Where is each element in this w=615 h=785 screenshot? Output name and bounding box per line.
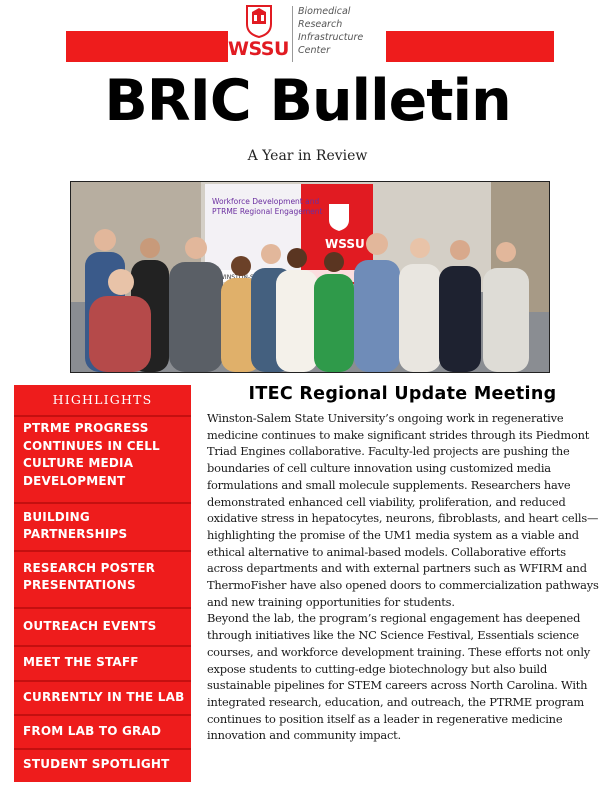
logo-wordmark: WSSU bbox=[228, 38, 289, 60]
logo-line-3: Infrastructure bbox=[298, 32, 364, 43]
sidebar-item-research-posters[interactable]: RESEARCH POSTER PRESENTATIONS bbox=[23, 560, 156, 592]
logo-line-4: Center bbox=[298, 45, 330, 56]
article-title: ITEC Regional Update Meeting bbox=[248, 384, 557, 404]
screen-line-2: PTRME Regional Engagement bbox=[212, 207, 323, 216]
article-body bbox=[207, 410, 600, 744]
logo-divider bbox=[292, 6, 293, 62]
screen-logo-text: WSSU bbox=[325, 237, 365, 251]
sidebar-item-meet-the-staff[interactable]: MEET THE STAFF bbox=[23, 655, 139, 670]
sidebar-item-ptrme-progress[interactable]: PTRME PROGRESS CONTINUES IN CELL CULTURE MEDIA DEVELOPMENT bbox=[23, 421, 160, 488]
header-red-bar-right bbox=[386, 31, 554, 62]
wssu-bric-logo bbox=[226, 2, 386, 64]
article-paragraph: Winston-Salem State University’s ongoing work in regenerative medicine continues to make significant strides through its Piedmont Triad Engines collaborative. Faculty-led projects are pushing the boundaries of cell culture innovation using customized media formulations and small molecule supplements. Researchers have demonstrated enhanced cell viability, proliferation, and reduced oxidative stress in hepatocytes, neurons, fibroblasts, and heart cells—highlighting the promise of the UM1 media system as a viable and ethical alternative to animal-based models. Collaborative efforts across departments and with external partners such as WFIRM and ThermoFisher have also opened doors to commercialization pathways and new training opportunities for students. bbox=[207, 411, 599, 609]
group-photo-illustration bbox=[71, 182, 549, 372]
sidebar-divider bbox=[14, 415, 191, 417]
screen-sign-text: WINSTON-SALEM bbox=[219, 274, 271, 281]
wssu-seal-icon bbox=[244, 4, 274, 38]
newsletter-subtitle: A Year in Review bbox=[247, 148, 368, 164]
sidebar-item-outreach-events[interactable]: OUTREACH EVENTS bbox=[23, 619, 157, 634]
highlights-heading: HIGHLIGHTS bbox=[52, 392, 153, 407]
sidebar-item-currently-in-the-lab[interactable]: CURRENTLY IN THE LAB bbox=[23, 690, 185, 705]
logo-line-1: Biomedical bbox=[298, 6, 351, 17]
sidebar-item-building-partnerships[interactable]: BUILDING PARTNERSHIPS bbox=[23, 509, 128, 541]
newsletter-title: BRIC Bulletin bbox=[104, 68, 511, 134]
sidebar-item-from-lab-to-grad[interactable]: FROM LAB TO GRAD bbox=[23, 724, 162, 739]
sidebar-item-student-spotlight[interactable]: STUDENT SPOTLIGHT bbox=[23, 757, 170, 772]
article-paragraph: Beyond the lab, the program’s regional engagement has deepened through initiatives like the NC Science Festival, Essentials science courses, and workforce development training. These efforts not only expose students to cutting-edge biotechnology but also build sustainable pipelines for STEM careers across North Carolina. With integrated research, education, and outreach, the PTRME program continues to position itself as a leader in regenerative medicine innovation and community impact. bbox=[207, 611, 590, 743]
header-red-bar-left bbox=[66, 31, 228, 62]
logo-line-2: Research bbox=[298, 19, 343, 30]
group-photo bbox=[70, 181, 550, 373]
highlights-sidebar bbox=[14, 385, 191, 782]
screen-line-1: Workforce Development and bbox=[212, 197, 320, 206]
